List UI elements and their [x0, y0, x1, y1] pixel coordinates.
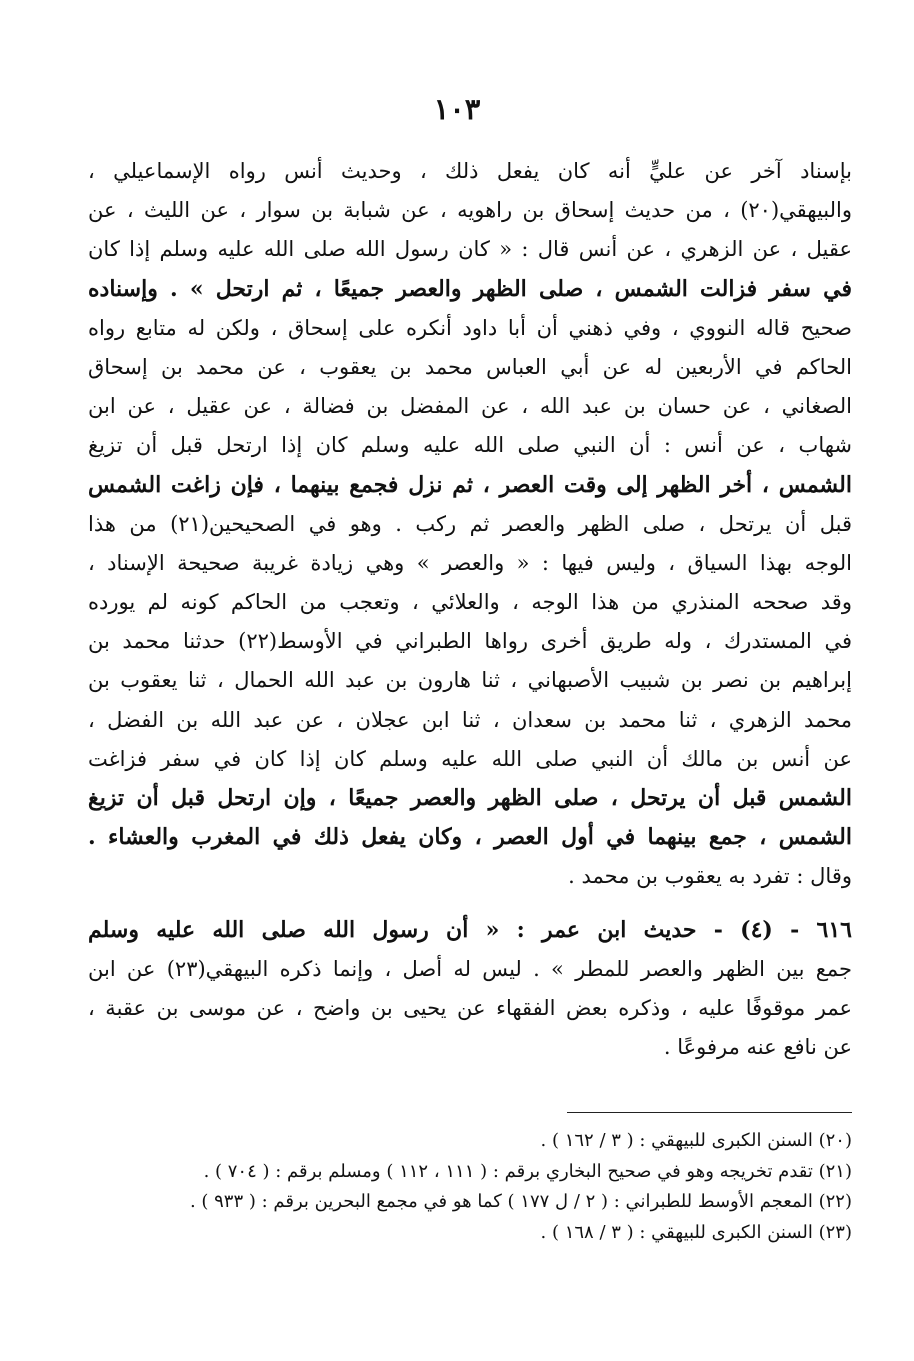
main-text [88, 152, 852, 1067]
text-line: قبل أن يرتحل ، صلى الظهر والعصر ثم ركب . وهو في الصحيحين(٢١) من هذا [88, 511, 852, 536]
text-line: الشمس ، جمع بينهما في أول العصر ، وكان يفعل ذلك في المغرب والعشاء . [88, 824, 852, 851]
text-line: الشمس ، أخر الظهر إلى وقت العصر ، ثم نزل فجمع بينهما ، فإن زاغت الشمس [88, 471, 852, 498]
footnote-divider [567, 1112, 852, 1113]
footnote: (٢١) تقدم تخريجه وهو في صحيح البخاري برقم : ( ١١١ ، ١١٢ ) ومسلم برقم : ( ٧٠٤ ) . [203, 1160, 852, 1182]
text-line: بإسناد آخر عن عليٍّ أنه كان يفعل ذلك ، وحديث أنس رواه الإسماعيلي ، [88, 159, 852, 183]
text-line: إبراهيم بن نصر بن شبيب الأصبهاني ، ثنا هارون بن عبد الله الحمال ، ثنا يعقوب بن [88, 668, 852, 693]
text-line: عقيل ، عن الزهري ، عن أنس قال : « كان رسول الله صلى الله عليه وسلم إذا كان [88, 237, 852, 262]
footnote: (٢٠) السنن الكبرى للبيهقي : ( ٣ / ١٦٢ ) . [540, 1130, 852, 1151]
text-line: الحاكم في الأربعين له عن أبي العباس محمد بن يعقوب ، عن محمد بن إسحاق [88, 354, 852, 379]
text-line: عمر موقوفًا عليه ، وذكره بعض الفقهاء عن يحيى بن واضح ، عن موسى بن عقبة ، [88, 995, 852, 1020]
footnotes [120, 1126, 852, 1248]
text-line: جمع بين الظهر والعصر للمطر » . ليس له أصل ، وإنما ذكره البيهقي(٢٣) عن ابن [88, 956, 852, 981]
page-number: ١٠٣ [433, 92, 481, 126]
text-line: الوجه بهذا السياق ، وليس فيها : « والعصر » وهي زيادة غريبة صحيحة الإسناد ، [88, 550, 852, 575]
hadith-heading-line: ٦١٦ - (٤) - حديث ابن عمر : « أن رسول الله صلى الله عليه وسلم [88, 916, 852, 943]
text-line: عن نافع عنه مرفوعًا . [663, 1035, 852, 1060]
text-line: شهاب ، عن أنس : أن النبي صلى الله عليه وسلم كان إذا ارتحل قبل أن تزيغ [88, 433, 852, 458]
text-line: عن أنس بن مالك أن النبي صلى الله عليه وسلم كان إذا كان في سفر فزاغت [88, 746, 852, 771]
text-line: الصغاني ، عن حسان بن عبد الله ، عن المفضل بن فضالة ، عن عقيل ، عن ابن [88, 394, 852, 419]
text-line: وقال : تفرد به يعقوب بن محمد . [568, 864, 852, 889]
text-line: في سفر فزالت الشمس ، صلى الظهر والعصر جميعًا ، ثم ارتحل » . وإسناده [88, 275, 852, 302]
text-line: وقد صححه المنذري من هذا الوجه ، والعلائي ، وتعجب من الحاكم كونه لم يورده [88, 590, 852, 615]
text-line: صحيح قاله النووي ، وفي ذهني أن أبا داود أنكره على إسحاق ، ولكن له متابع رواه [88, 315, 852, 340]
footnote: (٢٣) السنن الكبرى للبيهقي : ( ٣ / ١٦٨ ) . [540, 1221, 852, 1243]
text-line: والبيهقي(٢٠) ، من حديث إسحاق بن راهويه ، عن شبابة بن سوار ، عن الليث ، عن [88, 198, 852, 223]
text-line: محمد الزهري ، ثنا محمد بن سعدان ، ثنا ابن عجلان ، عن عبد الله بن الفضل ، [88, 707, 852, 732]
text-line: في المستدرك ، وله طريق أخرى رواها الطبراني في الأوسط(٢٢) حدثنا محمد بن [88, 629, 852, 654]
text-line: الشمس قبل أن يرتحل ، صلى الظهر والعصر جميعًا ، وإن ارتحل قبل أن تزيغ [88, 785, 852, 811]
footnote: (٢٢) المعجم الأوسط للطبراني : ( ٢ / ل ١٧٧ ) كما هو في مجمع البحرين برقم : ( ٩٣٣ ) . [189, 1191, 852, 1212]
